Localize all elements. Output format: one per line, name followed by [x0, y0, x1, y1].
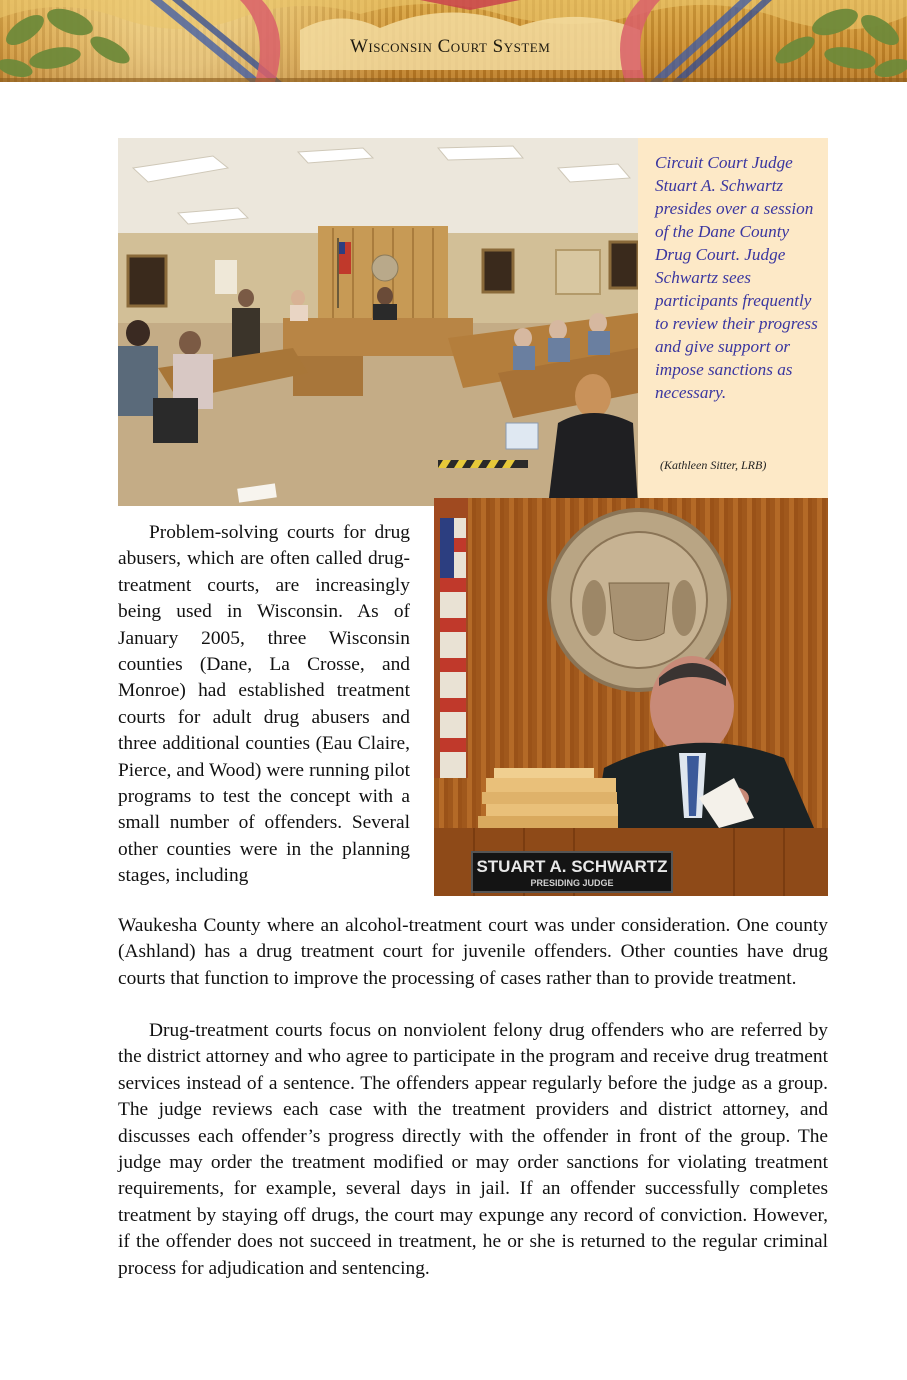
photo-credit: (Kathleen Sitter, LRB) — [660, 458, 767, 472]
photo-caption: Circuit Court Judge Stuart A. Schwartz presides over a session of the Dane County Drug Court. Judge Schwartz sees participants frequently to review their progress and give support or impose sanctions as necessary. — [655, 153, 818, 402]
nameplate-title: PRESIDING JUDGE — [530, 878, 614, 888]
header-banner — [0, 0, 907, 82]
judge-photo — [434, 498, 828, 896]
judge-illustration — [434, 498, 828, 896]
header-title: Wisconsin Court System — [350, 36, 551, 57]
paragraph-drug-treatment-courts: Drug-treatment courts focus on nonviolent felony drug offenders who are referred by the district attorney and who agree to participate in the program and receive drug treatment services instead of a sentence. The offenders appear regularly before the judge as a group. The judge reviews each case with the treatment providers and district attorney, and discusses each offender’s progress directly with the offender in front of the group. The judge may order the treatment modified or may order sanctions for violating treatment requirements, for example, several days in jail. If an offender successfully completes treatment by staying off drugs, the court may expunge any record of conviction. However, if the offender does not succeed in treatment, he or she is returned to the regular criminal process for adjudication and sentencing. — [118, 1020, 828, 1279]
courtroom-photo — [118, 138, 638, 506]
nameplate-name: STUART A. SCHWARTZ — [476, 857, 668, 876]
paragraph-intro-continued: Waukesha County where an alcohol-treatment court was under consideration. One county (Ashland) has a drug treatment court for juvenile offenders. Other counties have drug courts that function to improve the processing of cases rather than to provide treatment. — [118, 915, 828, 989]
courtroom-illustration — [118, 138, 638, 506]
paragraph-intro: Problem-solving courts for drug abusers, which are often called drug-treatment courts, are increasingly being used in Wisconsin. As of January 2005, three Wisconsin counties (Dane, La Crosse, and Monroe) had established treatment courts for adult drug abusers and three additional counties (Eau Claire, Pierce, and Wood) were running pilot programs to test the concept with a small number of offenders. Several other counties were in the planning stages, including — [118, 522, 410, 887]
